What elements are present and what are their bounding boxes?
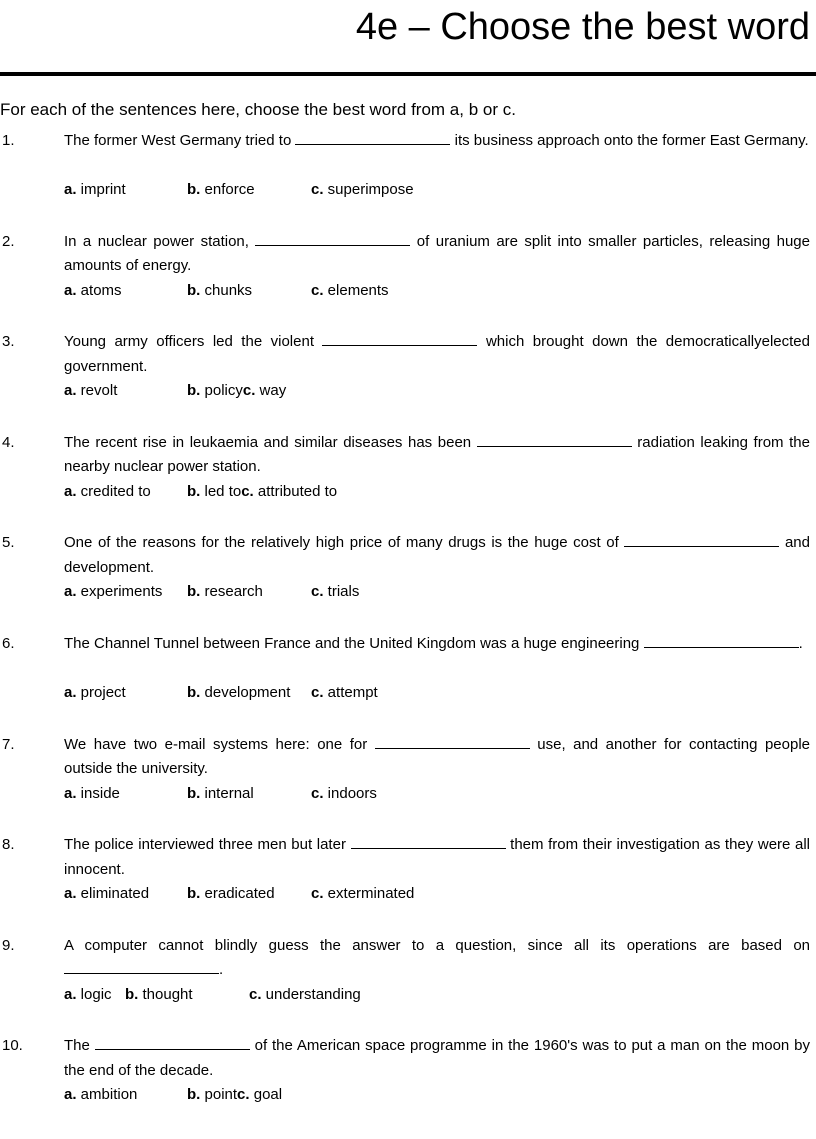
answer-blank — [351, 835, 506, 849]
question-item — [0, 330, 816, 431]
option-b: b. thought — [125, 985, 193, 1003]
question-number: 1. — [2, 132, 15, 149]
question-number: 10. — [2, 1037, 23, 1055]
question-list — [0, 129, 816, 1135]
question-text: Young army officers led the violent which brought down the democraticallyelected government. — [64, 333, 810, 375]
question-item — [0, 531, 816, 632]
option-b: b. development — [187, 683, 291, 701]
question-text: A computer cannot blindly guess the answer to a question, since all its operations are based on . — [64, 936, 810, 979]
answer-blank — [624, 533, 779, 547]
option-a: a. imprint — [64, 181, 126, 198]
option-a: a. logic — [64, 985, 112, 1003]
question-text: The Channel Tunnel between France and the United Kingdom was a huge engineering . — [64, 634, 803, 652]
question-text: We have two e-mail systems here: one for use, and another for contacting people outside the university. — [64, 735, 810, 778]
option-b: b. led to — [187, 482, 242, 500]
option-c: c. superimpose — [311, 181, 414, 198]
option-a: a. eliminated — [64, 885, 150, 903]
question-item — [0, 1034, 816, 1135]
instructions: For each of the sentences here, choose the best word from a, b or c. — [0, 100, 516, 119]
option-a: a. revolt — [64, 382, 118, 400]
answer-options — [64, 782, 377, 806]
answer-blank — [295, 131, 450, 145]
option-b: b. policy — [187, 382, 243, 400]
option-a: a. project — [64, 683, 126, 701]
question-number: 8. — [2, 836, 15, 854]
question-item — [0, 733, 816, 834]
answer-options — [64, 480, 337, 504]
question-text: The former West Germany tried to its business approach onto the former East Germany. — [64, 132, 809, 149]
option-b: b. enforce — [187, 181, 255, 198]
answer-options — [64, 882, 414, 906]
question-item — [0, 230, 816, 331]
question-text: One of the reasons for the relatively high price of many drugs is the huge cost of and development. — [64, 534, 810, 576]
answer-blank — [64, 960, 219, 974]
question-item — [0, 632, 816, 733]
page-title: 4e – Choose the best word — [355, 6, 810, 48]
question-item — [0, 129, 816, 230]
answer-options — [64, 1083, 282, 1107]
option-b: b. internal — [187, 784, 254, 802]
question-item — [0, 934, 816, 1035]
answer-options — [64, 379, 286, 403]
question-item — [0, 431, 816, 532]
option-c: c. indoors — [311, 784, 377, 802]
option-a: a. inside — [64, 784, 120, 802]
answer-blank — [644, 634, 799, 648]
option-a: a. ambition — [64, 1086, 138, 1104]
question-number: 2. — [2, 232, 15, 250]
option-c: c. trials — [311, 583, 360, 601]
option-a: a. experiments — [64, 583, 163, 601]
option-a: a. atoms — [64, 281, 122, 299]
question-number: 4. — [2, 433, 15, 451]
option-c: c. attributed to — [241, 482, 338, 500]
question-item — [0, 833, 816, 934]
question-number: 7. — [2, 735, 15, 753]
option-b: b. research — [187, 583, 263, 601]
option-b: b. chunks — [187, 281, 253, 299]
option-c: c. way — [242, 382, 287, 400]
answer-blank — [255, 232, 410, 246]
option-b: b. eradicated — [187, 885, 275, 903]
question-number: 9. — [2, 936, 15, 954]
question-number: 6. — [2, 634, 15, 652]
answer-blank — [322, 332, 477, 346]
question-text: The recent rise in leukaemia and similar diseases has been radiation leaking from the nearby nuclear power station. — [64, 433, 810, 476]
option-a: a. credited to — [64, 482, 151, 500]
question-text: The of the American space programme in the 1960's was to put a man on the moon by the end of the decade. — [64, 1037, 810, 1079]
option-b: b. point — [187, 1086, 238, 1104]
option-c: c. goal — [237, 1086, 283, 1104]
answer-options — [64, 178, 414, 202]
option-c: c. attempt — [311, 683, 378, 701]
question-text: In a nuclear power station, of uranium are split into smaller particles, releasing huge amounts of energy. — [64, 232, 810, 275]
option-c: c. elements — [311, 281, 389, 299]
answer-options — [64, 279, 389, 303]
answer-options — [64, 580, 359, 604]
question-number: 5. — [2, 534, 15, 552]
option-c: c. understanding — [249, 985, 361, 1003]
answer-blank — [375, 735, 530, 749]
answer-options — [64, 983, 361, 1007]
answer-blank — [477, 433, 632, 447]
title-divider — [0, 72, 816, 76]
question-text: The police interviewed three men but later them from their investigation as they were all innocent. — [64, 836, 811, 878]
option-c: c. exterminated — [311, 885, 415, 903]
question-number: 3. — [2, 333, 15, 351]
answer-options — [64, 681, 378, 705]
answer-blank — [95, 1036, 250, 1050]
